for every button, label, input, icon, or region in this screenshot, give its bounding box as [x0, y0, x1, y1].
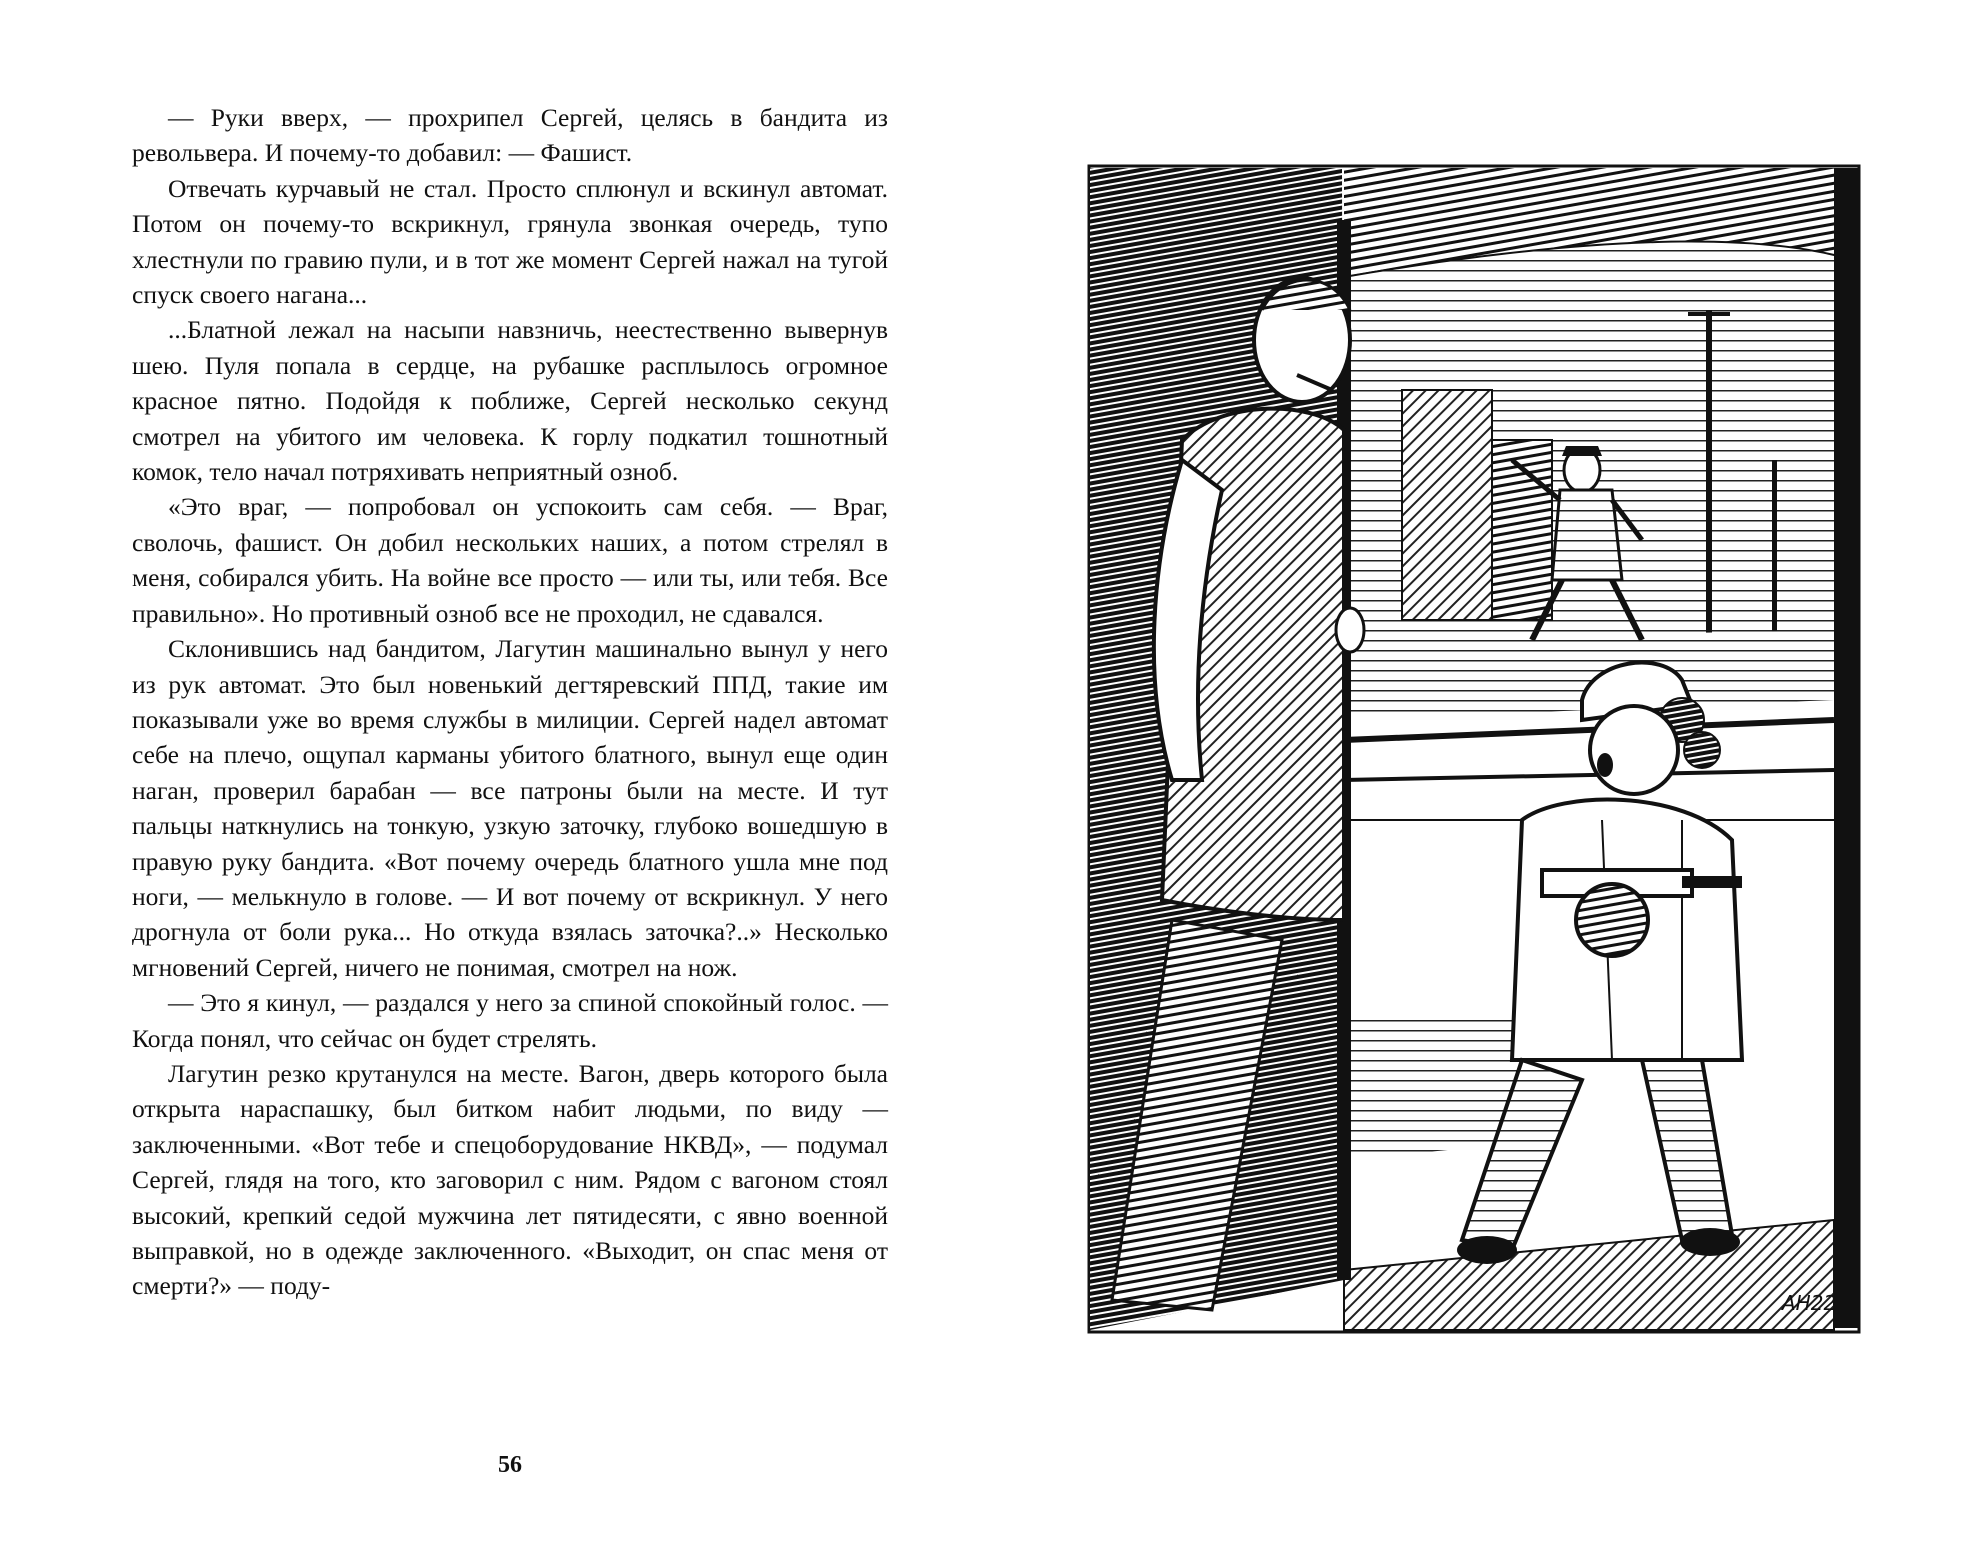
- telegraph-pole: [1706, 310, 1712, 640]
- door-frame-right: [1834, 168, 1858, 1328]
- paragraph: — Это я кинул, — раздался у него за спиной спокойный голос. — Когда понял, что сейчас он будет стрелять.: [132, 988, 888, 1053]
- illustration: [1082, 160, 1862, 1342]
- distant-building: [1402, 390, 1492, 620]
- paragraph: — Руки вверх, — прохрипел Сергей, целясь в бандита из револьвера. И почему-то добавил: — Фашист.: [132, 103, 888, 168]
- body-text: [132, 100, 888, 1304]
- page-number: 56: [498, 1452, 522, 1478]
- paragraph: Склонившись над бандитом, Лагутин машинально вынул у него из рук автомат. Это был новенький дегтяревский ППД, такие им показывали уже во время службы в милиции. Сергей надел автомат себе на плечо, ощупал карманы убитого блатного, вынул еще один наган, проверил барабан — все патроны были на месте. И тут пальцы наткнулись на тонкую, узкую заточку, глубоко вошедшую в правую руку бандита. «Вот почему очередь блатного ушла мне под ноги, — мелькнуло в голове. — И вот почему от вскрикнул. У него дрогнула от боли рука... Но откуда взялась заточка?..» Несколько мгновений Сергей, ничего не понимая, смотрел на нож.: [132, 634, 888, 982]
- illustration-drawing: [1082, 160, 1862, 1342]
- paragraph: «Это враг, — попробовал он успокоить сам себя. — Враг, сволочь, фашист. Он добил нескольких наших, а потом стрелял в меня, собирался убить. На войне все просто — или ты, или тебя. Все правильно». Но противный озноб все не проходил, не сдавался.: [132, 492, 888, 628]
- paragraph: Отвечать курчавый не стал. Просто сплюнул и вскинул автомат. Потом он почему-то вскрикнул, грянула звонкая очередь, тупо хлестнули по гравию пули, и в тот же момент Сергей нажал на тугой спуск своего нагана...: [132, 173, 888, 310]
- artist-signature: АН22: [1782, 1291, 1837, 1315]
- left-page: [132, 100, 888, 1478]
- paragraph: ...Блатной лежал на насыпи навзничь, неестественно вывернув шею. Пуля попала в сердце, на рубашке расплылось огромное красное пятно. Подойдя к поближе, Сергей несколько секунд смотрел на убитого им человека. К горлу подкатил тошнотный комок, тело начал потряхивать неприятный озноб.: [132, 315, 888, 487]
- paragraph: Лагутин резко крутанулся на месте. Вагон, дверь которого была открыта нараспашку, был битком набит людьми, по виду — заключенными. «Вот тебе и спецоборудование НКВД», — подумал Сергей, глядя на того, кто заговорил с ним. Рядом с вагоном стоял высокий, крепкий седой мужчина лет пятидесяти, с явно военной выправкой, но в одежде заключенного. «Выходит, он спас меня от смерти?» — поду-: [132, 1058, 888, 1301]
